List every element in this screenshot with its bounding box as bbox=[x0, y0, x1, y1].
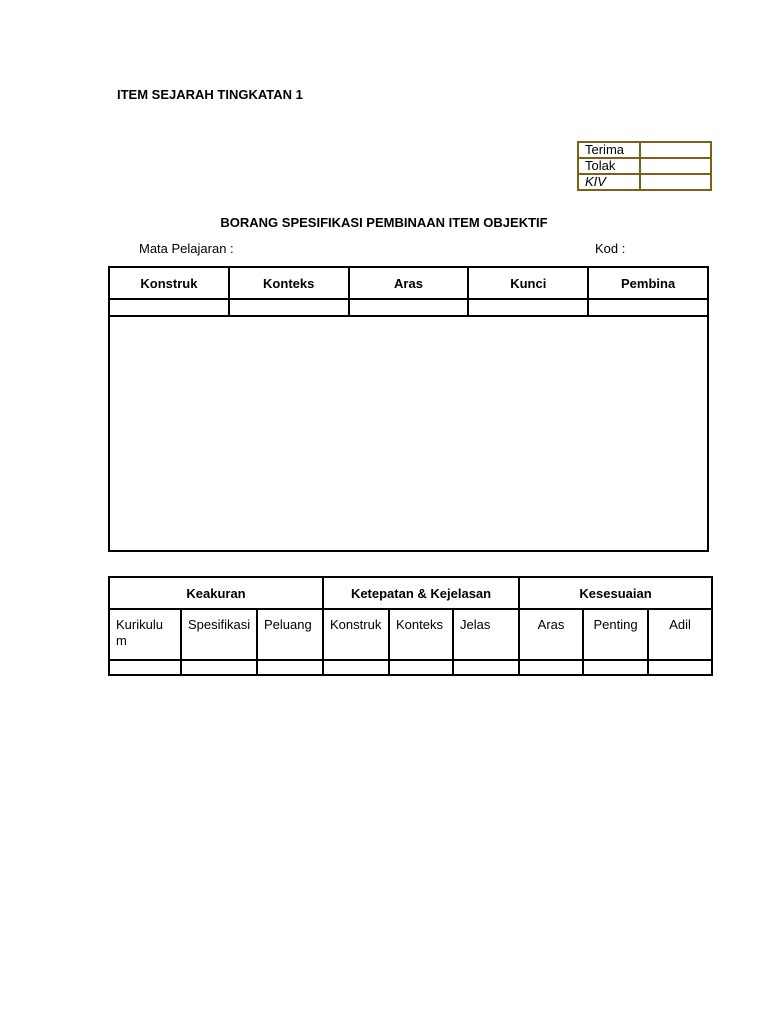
eval-group-keakuran: Keakuran bbox=[109, 577, 323, 609]
spec-header-aras: Aras bbox=[349, 267, 469, 299]
eval-cell-konteks[interactable] bbox=[389, 660, 453, 675]
spec-cell-kunci[interactable] bbox=[468, 299, 588, 316]
subject-label: Mata Pelajaran : bbox=[139, 241, 234, 256]
status-accept-label: Terima bbox=[578, 142, 640, 158]
criterion-kurikulum: Kurikulu m bbox=[109, 609, 181, 660]
spec-cell-aras[interactable] bbox=[349, 299, 469, 316]
eval-cell-spesifikasi[interactable] bbox=[181, 660, 257, 675]
eval-group-kesesuaian: Kesesuaian bbox=[519, 577, 712, 609]
evaluation-table bbox=[108, 576, 713, 676]
spec-header-konteks: Konteks bbox=[229, 267, 349, 299]
eval-criteria-row bbox=[109, 609, 712, 660]
eval-group-row bbox=[109, 577, 712, 609]
spec-cell-pembina[interactable] bbox=[588, 299, 708, 316]
eval-cell-kurikulum[interactable] bbox=[109, 660, 181, 675]
eval-cell-jelas[interactable] bbox=[453, 660, 519, 675]
status-reject-field[interactable] bbox=[640, 158, 711, 174]
eval-cell-adil[interactable] bbox=[648, 660, 712, 675]
eval-group-ketepatan: Ketepatan & Kejelasan bbox=[323, 577, 519, 609]
eval-cell-peluang[interactable] bbox=[257, 660, 323, 675]
criterion-spesifikasi: Spesifikasi bbox=[181, 609, 257, 660]
criterion-konstruk: Konstruk bbox=[323, 609, 389, 660]
status-accept-field[interactable] bbox=[640, 142, 711, 158]
spec-header-row bbox=[109, 267, 708, 299]
form-title: BORANG SPESIFIKASI PEMBINAAN ITEM OBJEKTIF bbox=[220, 215, 548, 230]
status-box bbox=[577, 141, 712, 191]
status-kiv-label: KIV bbox=[578, 174, 640, 190]
criterion-aras: Aras bbox=[519, 609, 583, 660]
criterion-konteks: Konteks bbox=[389, 609, 453, 660]
eval-cell-penting[interactable] bbox=[583, 660, 648, 675]
status-reject-label: Tolak bbox=[578, 158, 640, 174]
spec-table bbox=[108, 266, 709, 552]
criterion-jelas: Jelas bbox=[453, 609, 519, 660]
status-kiv-field[interactable] bbox=[640, 174, 711, 190]
spec-body-row bbox=[109, 316, 708, 551]
item-body-area[interactable] bbox=[109, 316, 708, 551]
criterion-penting: Penting bbox=[583, 609, 648, 660]
spec-cell-konteks[interactable] bbox=[229, 299, 349, 316]
spec-header-kunci: Kunci bbox=[468, 267, 588, 299]
spec-input-row bbox=[109, 299, 708, 316]
criterion-adil: Adil bbox=[648, 609, 712, 660]
spec-cell-konstruk[interactable] bbox=[109, 299, 229, 316]
eval-cell-aras[interactable] bbox=[519, 660, 583, 675]
criterion-peluang: Peluang bbox=[257, 609, 323, 660]
spec-header-konstruk: Konstruk bbox=[109, 267, 229, 299]
eval-cell-konstruk[interactable] bbox=[323, 660, 389, 675]
spec-header-pembina: Pembina bbox=[588, 267, 708, 299]
document-title: ITEM SEJARAH TINGKATAN 1 bbox=[117, 87, 303, 102]
eval-input-row bbox=[109, 660, 712, 675]
code-label: Kod : bbox=[595, 241, 626, 256]
